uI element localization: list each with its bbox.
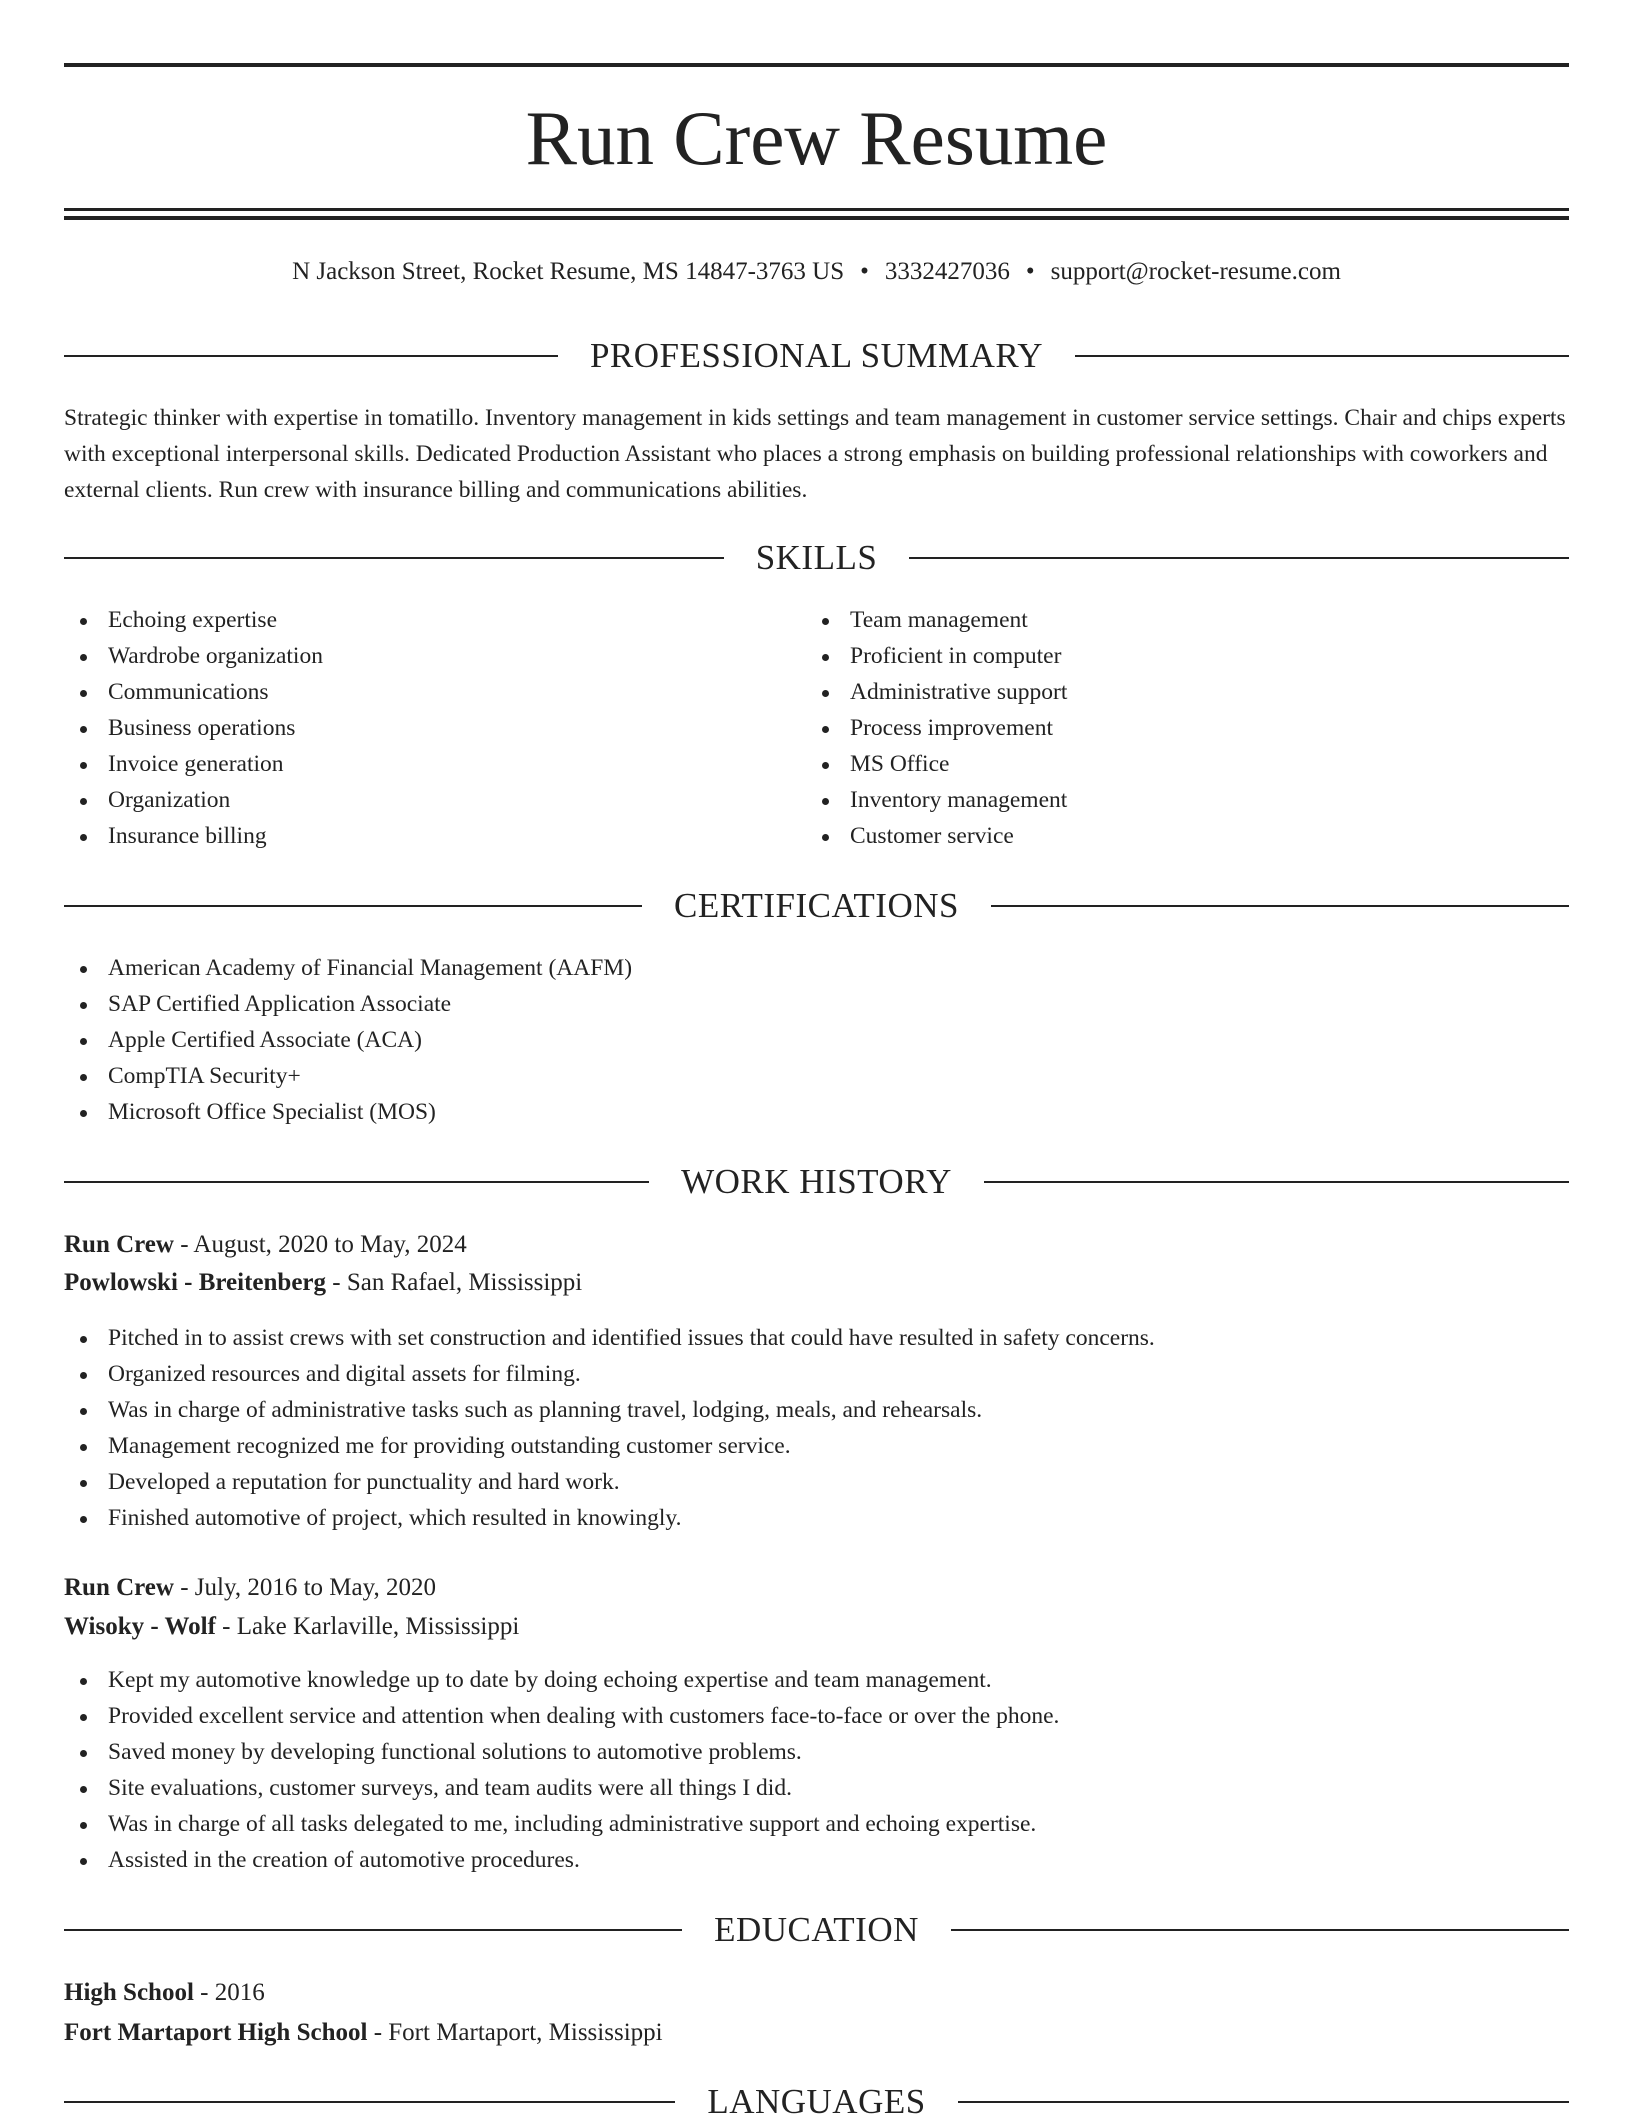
skill-item: Insurance billing: [64, 818, 323, 854]
section-heading-skills: [64, 536, 1569, 580]
heading-rule: [951, 1929, 1569, 1931]
job-duty-item: Site evaluations, customer surveys, and team audits were all things I did.: [64, 1770, 1059, 1806]
skill-item: Administrative support: [806, 674, 1067, 710]
contact-line: [64, 254, 1569, 290]
job-dates: - July, 2016 to May, 2020: [173, 1574, 436, 1601]
contact-email: support@rocket-resume.com: [1050, 258, 1341, 285]
job-duty-item: Finished automotive of project, which resulted in knowingly.: [64, 1500, 1155, 1536]
education-school-line: [64, 2014, 663, 2052]
job-location: - San Rafael, Mississippi: [326, 1269, 583, 1296]
section-heading-education: [64, 1908, 1569, 1952]
skill-item: Customer service: [806, 818, 1067, 854]
skill-item: Inventory management: [806, 782, 1067, 818]
job-duty-item: Organized resources and digital assets for filming.: [64, 1356, 1155, 1392]
heading-rule: [64, 1181, 649, 1183]
heading-rule: [64, 905, 642, 907]
job-duty-item: Pitched in to assist crews with set construction and identified issues that could have resulted in safety concerns.: [64, 1320, 1155, 1356]
contact-address: N Jackson Street, Rocket Resume, MS 14847-3763 US: [292, 258, 845, 285]
section-title: PROFESSIONAL SUMMARY: [589, 336, 1044, 375]
skill-item: Echoing expertise: [64, 602, 323, 638]
heading-rule: [958, 2101, 1569, 2103]
skill-item: Organization: [64, 782, 323, 818]
section-title: CERTIFICATIONS: [674, 886, 959, 925]
education-location: - Fort Martaport, Mississippi: [367, 2019, 663, 2046]
contact-separator: •: [860, 258, 869, 285]
section-heading-certifications: [64, 884, 1569, 928]
education-school: Fort Martaport High School: [64, 2019, 368, 2046]
job-location: - Lake Karlaville, Mississippi: [215, 1613, 520, 1640]
certification-item: SAP Certified Application Associate: [64, 986, 632, 1022]
job-title-line: [64, 1569, 436, 1607]
job-duties-list: [64, 1320, 1155, 1536]
heading-rule: [64, 557, 724, 559]
skill-item: Proficient in computer: [806, 638, 1067, 674]
section-title: EDUCATION: [714, 1910, 919, 1949]
education-degree-line: [64, 1974, 265, 2012]
section-title: WORK HISTORY: [681, 1162, 952, 1201]
job-company-line: [64, 1608, 519, 1646]
section-heading-summary: [64, 334, 1569, 378]
skill-item: MS Office: [806, 746, 1067, 782]
job-title: Run Crew: [64, 1231, 174, 1258]
skill-item: Invoice generation: [64, 746, 323, 782]
contact-separator: •: [1025, 258, 1035, 285]
certification-item: Apple Certified Associate (ACA): [64, 1022, 632, 1058]
job-company-line: [64, 1264, 582, 1302]
certification-item: American Academy of Financial Management (AAFM): [64, 950, 632, 986]
job-duty-item: Was in charge of all tasks delegated to me, including administrative support and echoing expertise.: [64, 1806, 1059, 1842]
education-degree: High School: [64, 1979, 194, 2006]
job-duty-item: Provided excellent service and attention when dealing with customers face-to-face or over the phone.: [64, 1698, 1059, 1734]
job-duty-item: Was in charge of administrative tasks such as planning travel, lodging, meals, and rehearsals.: [64, 1392, 1155, 1428]
education-year: - 2016: [193, 1979, 265, 2006]
section-title: LANGUAGES: [707, 2082, 926, 2121]
heading-rule: [64, 355, 558, 357]
job-duty-item: Management recognized me for providing outstanding customer service.: [64, 1428, 1155, 1464]
header-top-rule: [64, 63, 1569, 67]
heading-rule: [984, 1181, 1569, 1183]
heading-rule: [909, 557, 1569, 559]
skill-item: Process improvement: [806, 710, 1067, 746]
header-rule-upper: [64, 208, 1569, 211]
skill-item: Communications: [64, 674, 323, 710]
job-dates: - August, 2020 to May, 2024: [173, 1231, 467, 1258]
skill-item: Business operations: [64, 710, 323, 746]
certification-item: Microsoft Office Specialist (MOS): [64, 1094, 632, 1130]
summary-text: Strategic thinker with expertise in tomatillo. Inventory management in kids settings and team management in customer service settings. Chair and chips experts with exceptional interpersonal skills. Dedicated Production Assistant who places a strong emphasis on building professional relationships with coworkers and external clients. Run crew with insurance billing and communications abilities.: [64, 405, 1566, 503]
job-title: Run Crew: [64, 1574, 174, 1601]
job-duties-list: [64, 1662, 1059, 1878]
skill-item: Team management: [806, 602, 1067, 638]
heading-rule: [64, 2101, 675, 2103]
skills-list-right: [806, 602, 1067, 854]
job-duty-item: Kept my automotive knowledge up to date by doing echoing expertise and team management.: [64, 1662, 1059, 1698]
skills-list-left: [64, 602, 323, 854]
job-company: Powlowski - Breitenberg: [64, 1269, 327, 1296]
job-duty-item: Developed a reputation for punctuality and hard work.: [64, 1464, 1155, 1500]
job-company: Wisoky - Wolf: [64, 1613, 216, 1640]
resume-title: Run Crew Resume: [525, 95, 1108, 181]
job-duty-item: Assisted in the creation of automotive procedures.: [64, 1842, 1059, 1878]
job-title-line: [64, 1226, 467, 1264]
job-duty-item: Saved money by developing functional solutions to automotive problems.: [64, 1734, 1059, 1770]
certifications-list: [64, 950, 632, 1130]
section-heading-languages: [64, 2080, 1569, 2124]
contact-phone: 3332427036: [884, 258, 1010, 285]
heading-rule: [1075, 355, 1569, 357]
header-rule-lower: [64, 216, 1569, 220]
heading-rule: [991, 905, 1569, 907]
section-title: SKILLS: [755, 538, 878, 577]
section-heading-work: [64, 1160, 1569, 1204]
heading-rule: [64, 1929, 682, 1931]
skill-item: Wardrobe organization: [64, 638, 323, 674]
certification-item: CompTIA Security+: [64, 1058, 632, 1094]
